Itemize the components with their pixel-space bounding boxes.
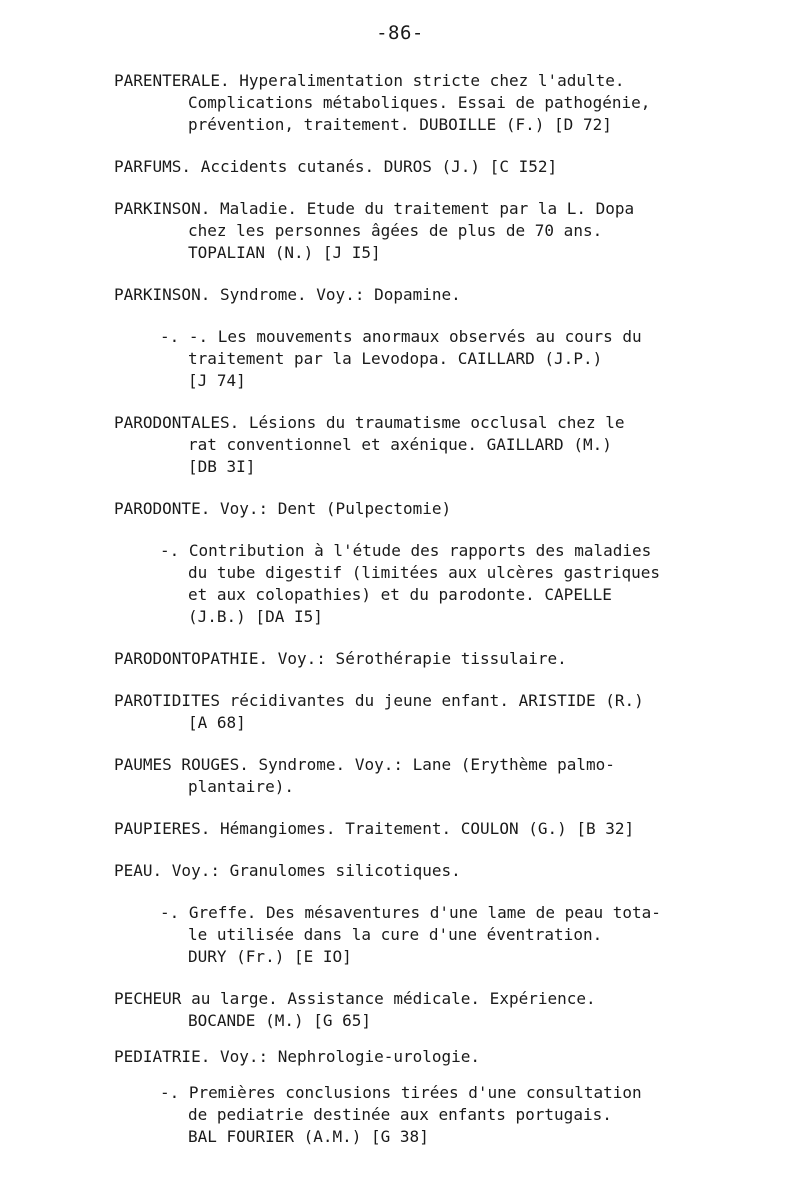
entry-line: et aux colopathies) et du parodonte. CAPELLE xyxy=(188,585,612,604)
entry-line: PEDIATRIE. Voy.: Nephrologie-urologie. xyxy=(114,1047,481,1066)
entry-line: PAUPIERES. Hémangiomes. Traitement. COULON (G.) [B 32] xyxy=(114,819,635,838)
entry-line: TOPALIAN (N.) [J I5] xyxy=(188,243,381,262)
entry-line: [DB 3I] xyxy=(188,457,256,476)
entry-line: PECHEUR au large. Assistance médicale. Expérience. xyxy=(114,989,596,1008)
entry-line: -. Contribution à l'étude des rapports des maladies xyxy=(160,541,652,560)
entry-line: PARKINSON. Syndrome. Voy.: Dopamine. xyxy=(114,285,461,304)
entry-line: prévention, traitement. DUBOILLE (F.) [D 72] xyxy=(188,115,612,134)
entry-line: traitement par la Levodopa. CAILLARD (J.P.) xyxy=(188,349,603,368)
entry-line: PARFUMS. Accidents cutanés. DUROS (J.) [C I52] xyxy=(114,157,558,176)
entry-line: plantaire). xyxy=(188,777,294,796)
entry-line: PAROTIDITES récidivantes du jeune enfant. ARISTIDE (R.) xyxy=(114,691,644,710)
entry-line: [A 68] xyxy=(188,713,246,732)
entry-line: PARODONTALES. Lésions du traumatisme occlusal chez le xyxy=(114,413,625,432)
index-entry xyxy=(114,156,714,178)
index-entry xyxy=(114,860,714,882)
entry-line: PARKINSON. Maladie. Etude du traitement par la L. Dopa xyxy=(114,199,635,218)
index-subentry xyxy=(114,1082,714,1148)
entry-line: chez les personnes âgées de plus de 70 ans. xyxy=(188,221,603,240)
entry-line: (J.B.) [DA I5] xyxy=(188,607,323,626)
index-entry xyxy=(114,818,714,840)
entry-line: DURY (Fr.) [E IO] xyxy=(188,947,352,966)
entry-line: -. Greffe. Des mésaventures d'une lame de peau tota- xyxy=(160,903,661,922)
entry-line: du tube digestif (limitées aux ulcères gastriques xyxy=(188,563,661,582)
index-entry xyxy=(114,690,714,734)
index-entry xyxy=(114,412,714,478)
entry-line: PAUMES ROUGES. Syndrome. Voy.: Lane (Erythème palmo- xyxy=(114,755,615,774)
entry-line: -. -. Les mouvements anormaux observés au cours du xyxy=(160,327,642,346)
index-entry xyxy=(114,498,714,520)
entry-line: PARODONTOPATHIE. Voy.: Sérothérapie tissulaire. xyxy=(114,649,567,668)
entry-line: le utilisée dans la cure d'une éventration. xyxy=(188,925,603,944)
entry-line: PARODONTE. Voy.: Dent (Pulpectomie) xyxy=(114,499,452,518)
index-entry xyxy=(114,988,714,1032)
entry-line: BOCANDE (M.) [G 65] xyxy=(188,1011,372,1030)
entry-line: PARENTERALE. Hyperalimentation stricte chez l'adulte. xyxy=(114,71,625,90)
index-entry xyxy=(114,70,714,136)
entry-line: Complications métaboliques. Essai de pathogénie, xyxy=(188,93,651,112)
index-entry xyxy=(114,198,714,264)
index-entry xyxy=(114,648,714,670)
entry-line: -. Premières conclusions tirées d'une consultation xyxy=(160,1083,642,1102)
index-subentry xyxy=(114,326,714,392)
entry-line: PEAU. Voy.: Granulomes silicotiques. xyxy=(114,861,461,880)
index-subentry xyxy=(114,902,714,968)
index-entries xyxy=(114,70,714,1148)
entry-line: de pediatrie destinée aux enfants portugais. xyxy=(188,1105,612,1124)
index-entry xyxy=(114,284,714,306)
index-entry xyxy=(114,754,714,798)
index-entry xyxy=(114,1046,714,1068)
entry-line: rat conventionnel et axénique. GAILLARD (M.) xyxy=(188,435,612,454)
entry-line: BAL FOURIER (A.M.) [G 38] xyxy=(188,1127,429,1146)
index-subentry xyxy=(114,540,714,628)
page-number: -86- xyxy=(376,22,424,44)
entry-line: [J 74] xyxy=(188,371,246,390)
